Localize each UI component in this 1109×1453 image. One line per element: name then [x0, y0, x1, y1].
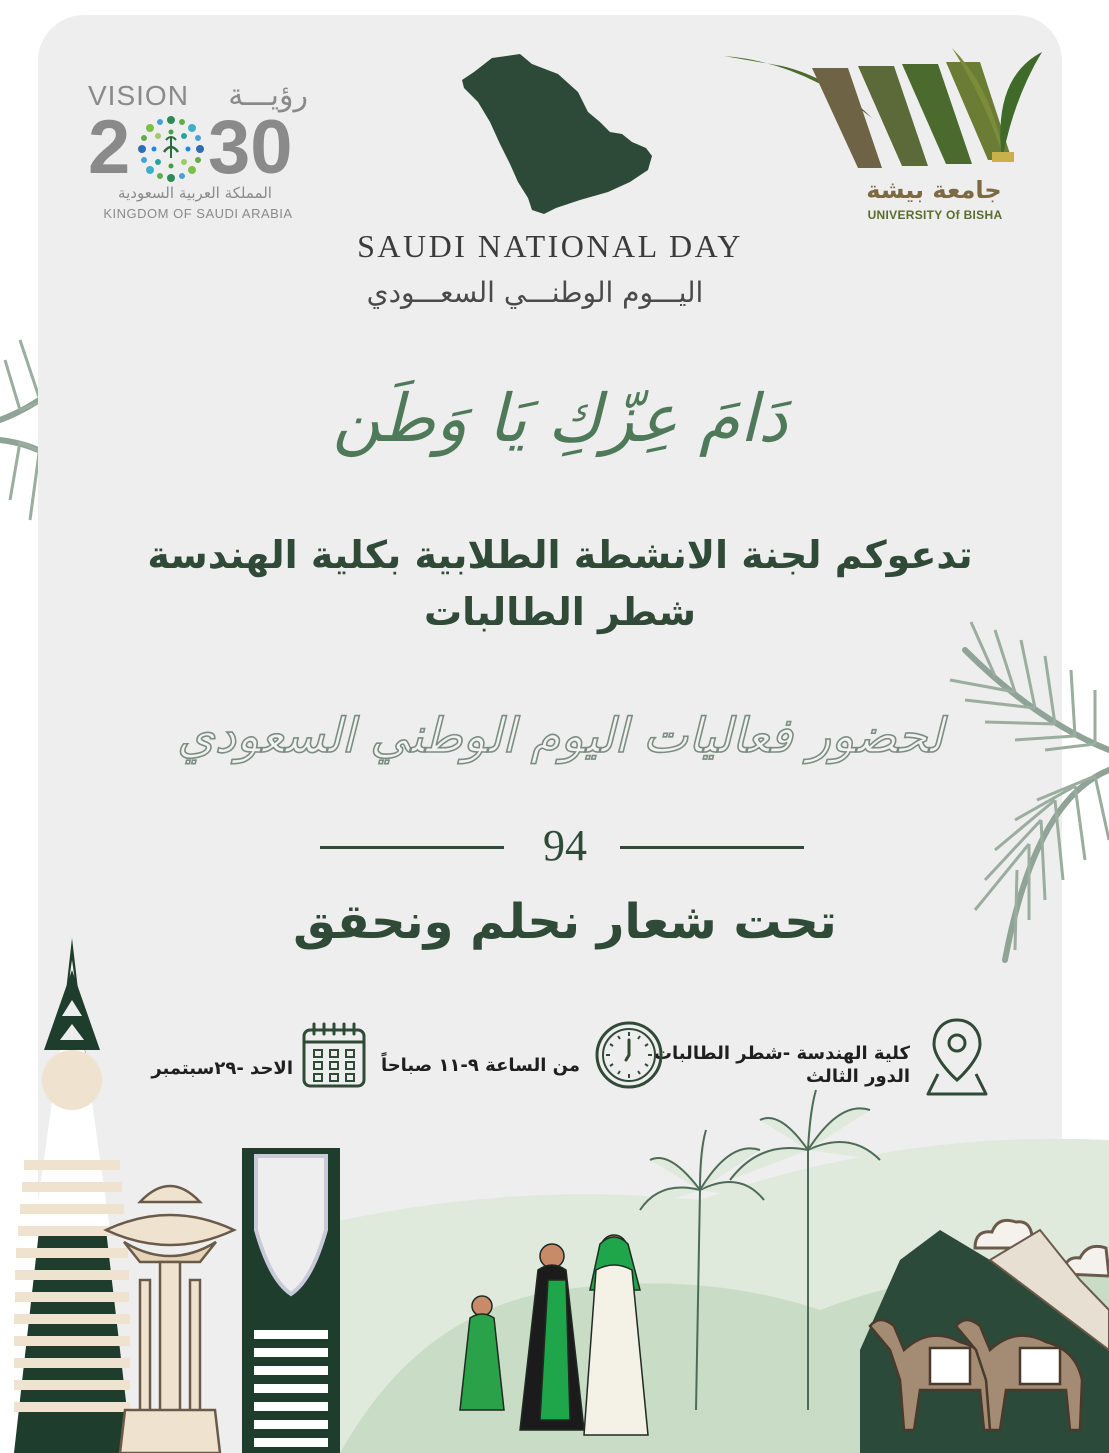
edition-number: 94	[543, 821, 587, 870]
slogan-calligraphy: دَامَ عِزّكِ يَا وَطَن	[332, 380, 788, 457]
palm-leaf-right-decoration	[945, 600, 1109, 980]
vision-word: VISION	[88, 80, 189, 111]
invitation-line-1: تدعوكم لجنة الانشطة الطلابية بكلية الهندسة	[147, 533, 973, 577]
location-line-2: الدور الثالث	[806, 1066, 910, 1087]
university-name-english: UNIVERSITY Of BISHA	[867, 208, 1003, 222]
university-leaf-mark-icon	[722, 48, 1044, 176]
vision-year-right: 30	[208, 105, 293, 190]
vision-year	[88, 105, 308, 190]
university-name-arabic: جامعة بيشة	[866, 176, 1002, 204]
attend-text: لحضور فعاليات اليوم الوطني السعودي	[177, 708, 943, 764]
vision-emblem-icon	[136, 114, 206, 184]
event-date: الاحد -٢٩سبتمبر	[151, 1058, 293, 1079]
invitation-line-2: شطر الطالبات	[423, 590, 697, 634]
title-arabic: اليـــوم الوطنـــي السعـــودي	[366, 276, 704, 309]
saudi-map-icon	[460, 52, 656, 216]
university-of-bisha-logo	[722, 48, 1044, 228]
divider-left	[320, 846, 504, 849]
vision-year-left: 2	[88, 105, 131, 190]
event-time: من الساعة ٩-١١ صباحاً	[380, 1055, 580, 1076]
riyadh-landscape-illustration	[0, 930, 1109, 1453]
motto: تحت شعار نحلم ونحقق	[293, 894, 837, 950]
kingdom-centre-tower	[242, 1148, 340, 1453]
location-line-1: كلية الهندسة -شطر الطالبات	[653, 1043, 910, 1064]
faisaliah-tower	[14, 938, 132, 1453]
vision-2030-logo	[88, 78, 308, 228]
divider-right	[620, 846, 804, 849]
kingdom-english: KINGDOM OF SAUDI ARABIA	[103, 206, 293, 221]
kingdom-arabic: المملكة العربية السعودية	[118, 184, 272, 202]
vision-arabic-word: رؤيـــة	[228, 78, 308, 113]
title-english: SAUDI NATIONAL DAY	[357, 228, 743, 264]
